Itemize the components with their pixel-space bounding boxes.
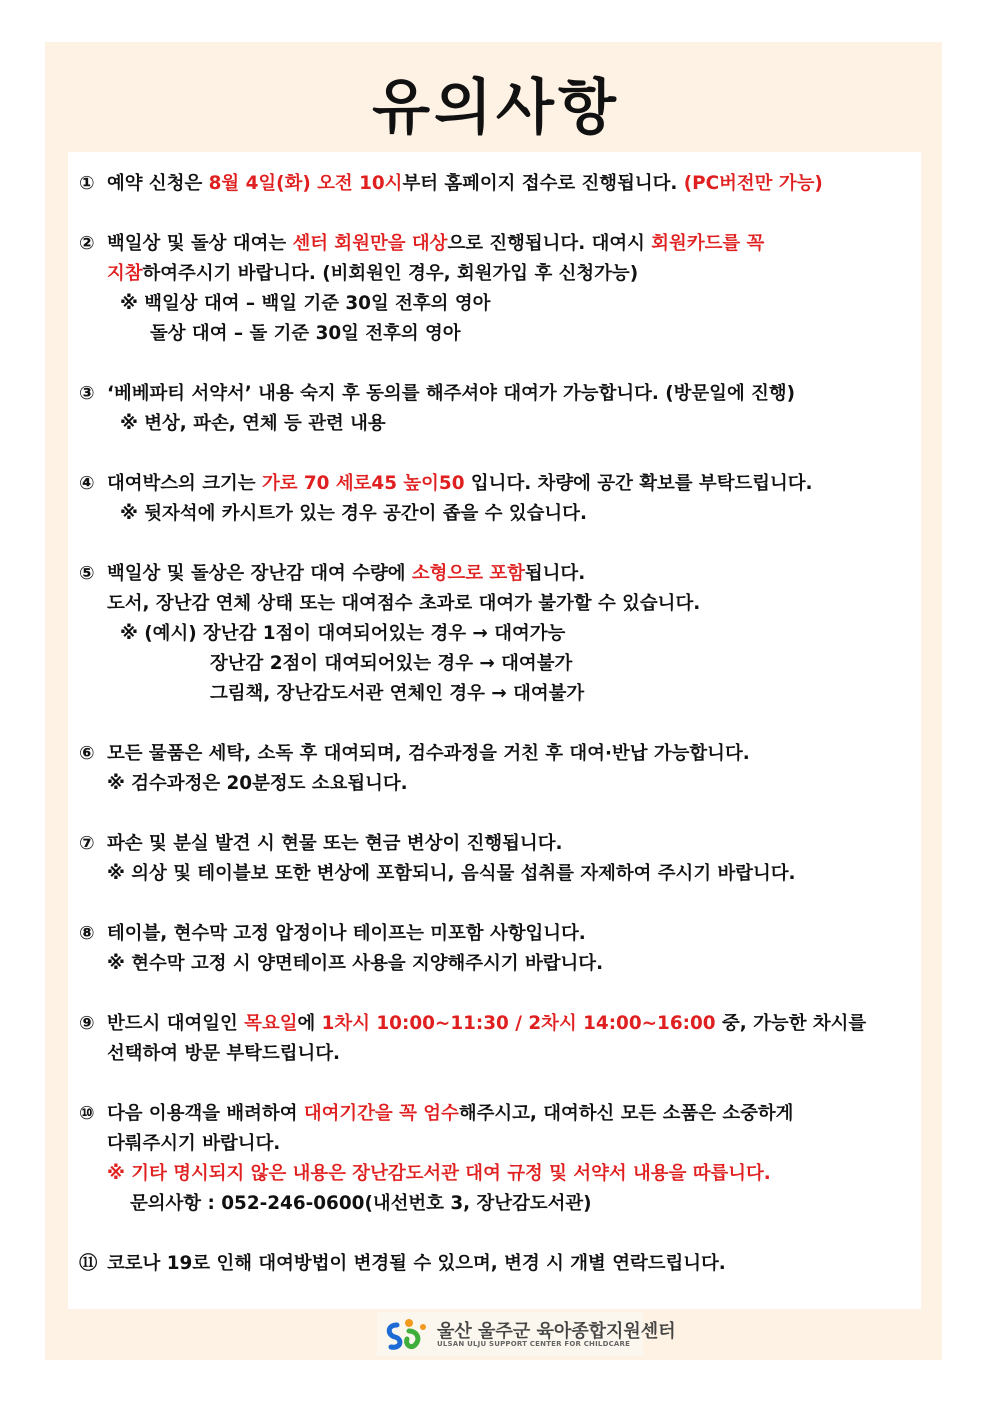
center-logo-icon (383, 1317, 433, 1351)
notice-item-2-cont: 지참하여주시기 바랍니다. (비회원인 경우, 회원가입 후 신청가능) (107, 263, 639, 284)
item-number: ⑧ (79, 923, 95, 944)
notice-item-8: ⑧ 테이블, 현수막 고정 압정이나 테이프는 미포함 사항입니다. (79, 923, 586, 944)
notice-item-4: ④ 대여박스의 크기는 가로 70 세로45 높이50 입니다. 차량에 공간 확보를 부탁드립니다. (79, 473, 813, 494)
notice-warning: ※ 기타 명시되지 않은 내용은 장난감도서관 대여 규정 및 서약서 내용을 따릅니다. (107, 1163, 771, 1184)
notice-item-6: ⑥ 모든 물품은 세탁, 소독 후 대여되며, 검수과정을 거친 후 대여·반납 가능합니다. (79, 743, 750, 764)
notice-item-10: ⑩ 다음 이용객을 배려하여 대여기간을 꼭 엄수해주시고, 대여하신 모든 소품은 소중하게 (79, 1103, 794, 1124)
item-number: ④ (79, 473, 95, 494)
notice-item-5-cont: 도서, 장난감 연체 상태 또는 대여점수 초과로 대여가 불가할 수 있습니다. (107, 593, 701, 614)
notice-note: 돌상 대여 – 돌 기준 30일 전후의 영아 (150, 323, 461, 344)
item-number: ③ (79, 383, 95, 404)
notice-note: ※ 현수막 고정 시 양면테이프 사용을 지양해주시기 바랍니다. (107, 953, 604, 974)
notice-note: ※ 검수과정은 20분정도 소요됩니다. (107, 773, 408, 794)
notice-item-7: ⑦ 파손 및 분실 발견 시 현물 또는 현금 변상이 진행됩니다. (79, 833, 563, 854)
notice-item-1: ① 예약 신청은 8월 4일(화) 오전 10시부터 홈페이지 접수로 진행됩니다. (PC버전만 가능) (79, 173, 823, 194)
notice-item-2: ② 백일상 및 돌상 대여는 센터 회원만을 대상으로 진행됩니다. 대여시 회원카드를 꼭 (79, 233, 765, 254)
notice-note: ※ 뒷자석에 카시트가 있는 경우 공간이 좁을 수 있습니다. (120, 503, 587, 524)
notice-item-5: ⑤ 백일상 및 돌상은 장난감 대여 수량에 소형으로 포함됩니다. (79, 563, 586, 584)
notice-note: 그림책, 장난감도서관 연체인 경우 → 대여불가 (210, 683, 585, 704)
notice-item-9-cont: 선택하여 방문 부탁드립니다. (107, 1043, 340, 1064)
item-number: ⑤ (79, 563, 95, 584)
notice-item-11: ⑪ 코로나 19로 인해 대여방법이 변경될 수 있으며, 변경 시 개별 연락드립니다. (79, 1253, 726, 1274)
item-number: ⑩ (79, 1103, 95, 1124)
notice-item-10-cont: 다뤄주시기 바랍니다. (107, 1133, 281, 1154)
item-number: ⑪ (79, 1253, 98, 1274)
item-number: ① (79, 173, 95, 194)
notice-item-3: ③ ‘베베파티 서약서’ 내용 숙지 후 동의를 해주셔야 대여가 가능합니다. (방문일에 진행) (79, 383, 796, 404)
center-logo (377, 1312, 676, 1356)
notice-note: ※ 백일상 대여 – 백일 기준 30일 전후의 영아 (120, 293, 491, 314)
notice-item-9: ⑨ 반드시 대여일인 목요일에 1차시 10:00~11:30 / 2차시 14:00~16:00 중, 가능한 차시를 (79, 1013, 867, 1034)
item-number: ⑥ (79, 743, 95, 764)
notice-note: ※ 변상, 파손, 연체 등 관련 내용 (120, 413, 386, 434)
notice-note: ※ 의상 및 테이블보 또한 변상에 포함되니, 음식물 섭취를 자제하여 주시기 바랍니다. (107, 863, 796, 884)
item-number: ⑦ (79, 833, 95, 854)
contact-info: 문의사항 : 052-246-0600(내선번호 3, 장난감도서관) (130, 1193, 592, 1214)
page-title: 유의사항 (372, 73, 620, 143)
item-number: ⑨ (79, 1013, 95, 1034)
item-number: ② (79, 233, 95, 254)
notice-note: 장난감 2점이 대여되어있는 경우 → 대여불가 (210, 653, 573, 674)
center-name-korean: 울산 울주군 육아종합지원센터 (437, 1321, 676, 1342)
notice-note: ※ (예시) 장난감 1점이 대여되어있는 경우 → 대여가능 (120, 623, 566, 644)
center-name-english: ULSAN ULJU SUPPORT CENTER FOR CHILDCARE (437, 1340, 631, 1348)
